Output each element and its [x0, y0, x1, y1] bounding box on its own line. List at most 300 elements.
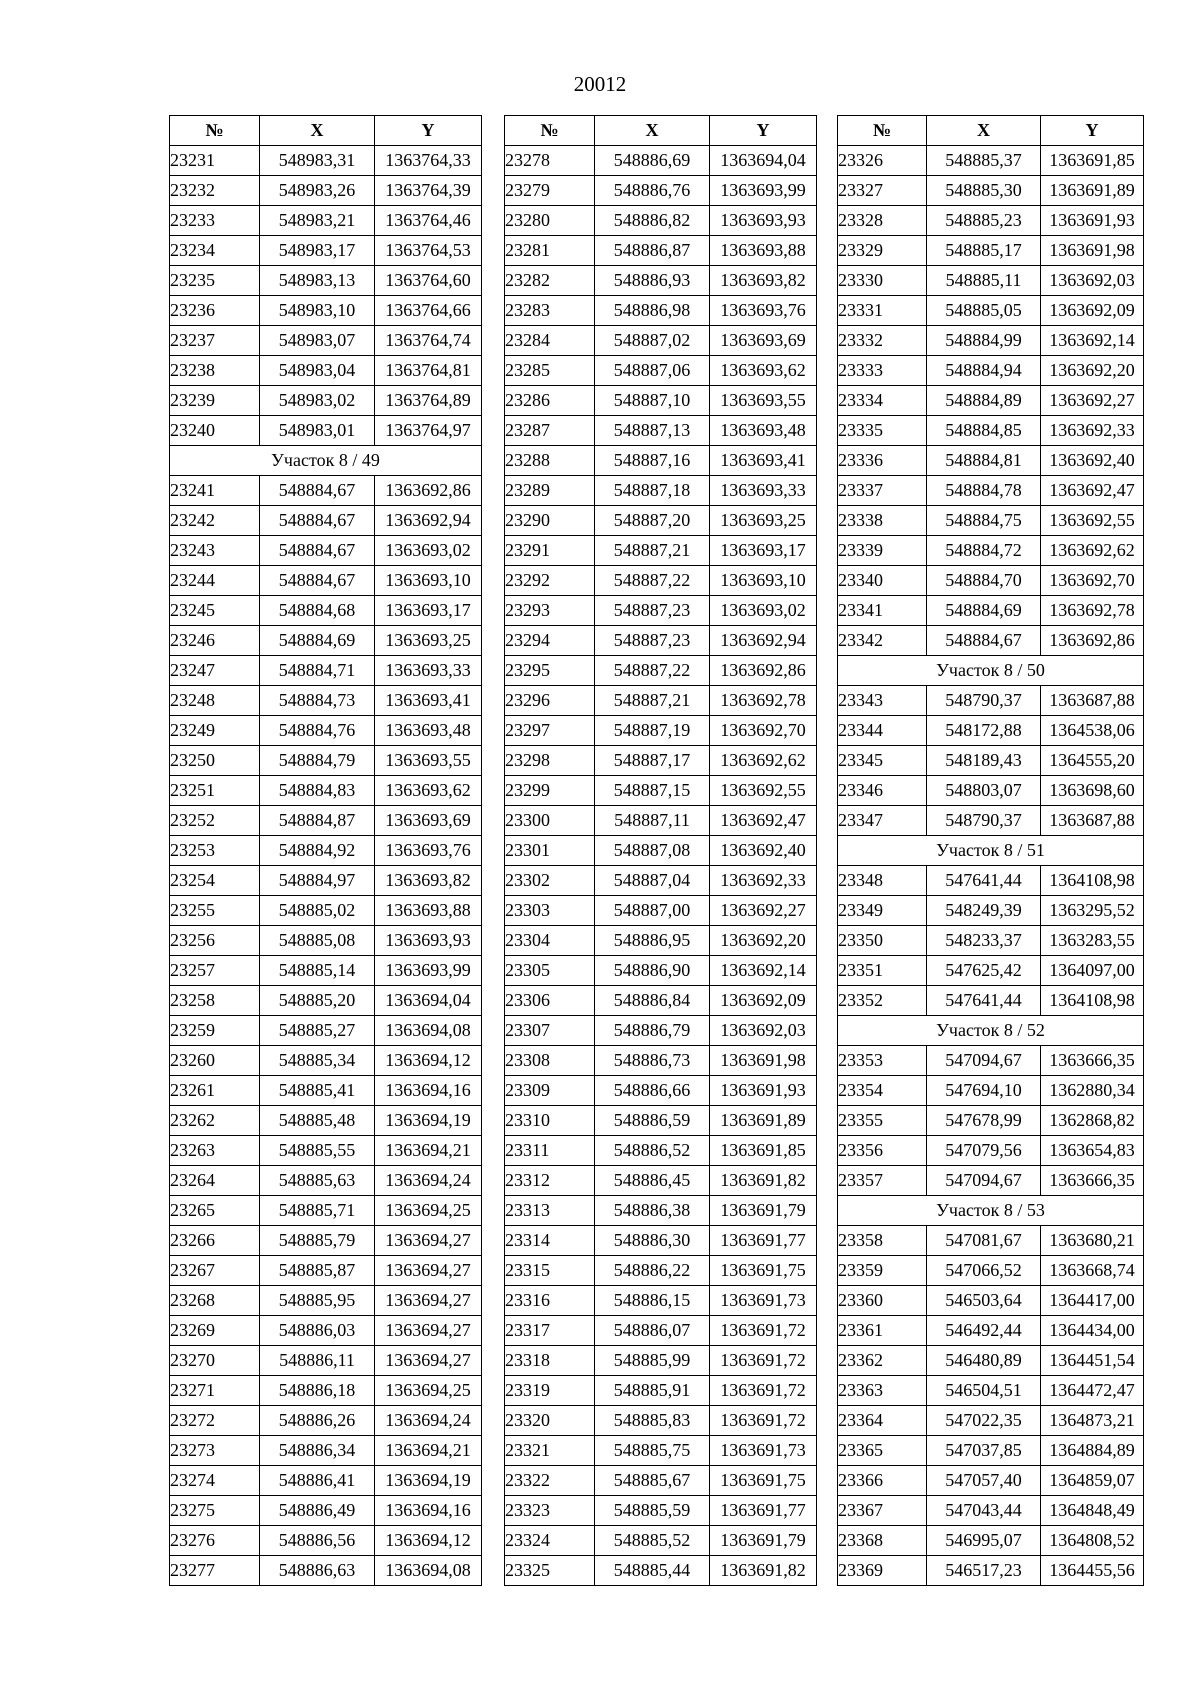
x-coordinate-cell: 548189,43 [927, 746, 1041, 776]
y-coordinate-cell: 1363693,17 [710, 536, 817, 566]
table-row [505, 1496, 817, 1526]
x-coordinate-cell: 548887,15 [595, 776, 710, 806]
y-coordinate-cell: 1363694,08 [375, 1556, 482, 1586]
y-coordinate-cell: 1363692,94 [710, 626, 817, 656]
x-coordinate-cell: 548886,18 [260, 1376, 375, 1406]
x-coordinate-cell: 548884,92 [260, 836, 375, 866]
y-coordinate-cell: 1363691,75 [710, 1466, 817, 1496]
point-number-cell: 23334 [838, 386, 927, 416]
table-row [505, 656, 817, 686]
point-number-cell: 23259 [170, 1016, 260, 1046]
table-row [505, 596, 817, 626]
point-number-cell: 23279 [505, 176, 595, 206]
table-row [505, 1166, 817, 1196]
y-coordinate-cell: 1363764,89 [375, 386, 482, 416]
table-row [505, 746, 817, 776]
table-row [505, 1076, 817, 1106]
y-coordinate-cell: 1364873,21 [1041, 1406, 1144, 1436]
header-x: X [927, 116, 1041, 146]
point-number-cell: 23308 [505, 1046, 595, 1076]
y-coordinate-cell: 1363693,82 [710, 266, 817, 296]
table-row [170, 1436, 482, 1466]
x-coordinate-cell: 548886,63 [260, 1556, 375, 1586]
point-number-cell: 23366 [838, 1466, 927, 1496]
table-row [838, 1406, 1144, 1436]
x-coordinate-cell: 548790,37 [927, 806, 1041, 836]
table-row [170, 926, 482, 956]
table-row [505, 356, 817, 386]
point-number-cell: 23322 [505, 1466, 595, 1496]
x-coordinate-cell: 548885,87 [260, 1256, 375, 1286]
y-coordinate-cell: 1363764,39 [375, 176, 482, 206]
x-coordinate-cell: 548885,67 [595, 1466, 710, 1496]
section-title: Участок 8 / 53 [838, 1196, 1144, 1226]
point-number-cell: 23261 [170, 1076, 260, 1106]
point-number-cell: 23349 [838, 896, 927, 926]
point-number-cell: 23368 [838, 1526, 927, 1556]
point-number-cell: 23337 [838, 476, 927, 506]
x-coordinate-cell: 548885,83 [595, 1406, 710, 1436]
x-coordinate-cell: 548886,84 [595, 986, 710, 1016]
x-coordinate-cell: 548885,23 [927, 206, 1041, 236]
point-number-cell: 23282 [505, 266, 595, 296]
section-row [838, 1016, 1144, 1046]
table-row [170, 686, 482, 716]
point-number-cell: 23280 [505, 206, 595, 236]
table-row [505, 386, 817, 416]
y-coordinate-cell: 1363693,41 [375, 686, 482, 716]
y-coordinate-cell: 1363692,86 [1041, 626, 1144, 656]
table-row [838, 1496, 1144, 1526]
point-number-cell: 23360 [838, 1286, 927, 1316]
x-coordinate-cell: 548886,90 [595, 956, 710, 986]
table-row [505, 146, 817, 176]
y-coordinate-cell: 1363694,12 [375, 1046, 482, 1076]
table-row [505, 776, 817, 806]
y-coordinate-cell: 1364538,06 [1041, 716, 1144, 746]
y-coordinate-cell: 1363693,41 [710, 446, 817, 476]
section-title: Участок 8 / 50 [838, 656, 1144, 686]
table-row [170, 1106, 482, 1136]
x-coordinate-cell: 548886,66 [595, 1076, 710, 1106]
point-number-cell: 23252 [170, 806, 260, 836]
point-number-cell: 23321 [505, 1436, 595, 1466]
x-coordinate-cell: 548886,38 [595, 1196, 710, 1226]
point-number-cell: 23276 [170, 1526, 260, 1556]
table-row [170, 1196, 482, 1226]
point-number-cell: 23306 [505, 986, 595, 1016]
header-x: X [595, 116, 710, 146]
point-number-cell: 23281 [505, 236, 595, 266]
x-coordinate-cell: 548886,76 [595, 176, 710, 206]
point-number-cell: 23246 [170, 626, 260, 656]
y-coordinate-cell: 1363692,55 [710, 776, 817, 806]
x-coordinate-cell: 548885,52 [595, 1526, 710, 1556]
y-coordinate-cell: 1363692,27 [1041, 386, 1144, 416]
point-number-cell: 23236 [170, 296, 260, 326]
x-coordinate-cell: 548885,41 [260, 1076, 375, 1106]
point-number-cell: 23293 [505, 596, 595, 626]
x-coordinate-cell: 548884,71 [260, 656, 375, 686]
table-row [505, 1526, 817, 1556]
x-coordinate-cell: 548886,26 [260, 1406, 375, 1436]
table-row [505, 986, 817, 1016]
y-coordinate-cell: 1363691,72 [710, 1316, 817, 1346]
y-coordinate-cell: 1363693,25 [375, 626, 482, 656]
table-row [505, 206, 817, 236]
point-number-cell: 23303 [505, 896, 595, 926]
point-number-cell: 23254 [170, 866, 260, 896]
point-number-cell: 23286 [505, 386, 595, 416]
point-number-cell: 23314 [505, 1226, 595, 1256]
x-coordinate-cell: 548887,02 [595, 326, 710, 356]
point-number-cell: 23294 [505, 626, 595, 656]
header-number: № [170, 116, 260, 146]
x-coordinate-cell: 548884,89 [927, 386, 1041, 416]
y-coordinate-cell: 1363693,48 [710, 416, 817, 446]
table-row [838, 1286, 1144, 1316]
x-coordinate-cell: 547694,10 [927, 1076, 1041, 1106]
y-coordinate-cell: 1363694,19 [375, 1466, 482, 1496]
x-coordinate-cell: 548884,67 [260, 506, 375, 536]
table-row [505, 1376, 817, 1406]
y-coordinate-cell: 1363692,14 [1041, 326, 1144, 356]
point-number-cell: 23237 [170, 326, 260, 356]
table-row [838, 1376, 1144, 1406]
point-number-cell: 23309 [505, 1076, 595, 1106]
table-row [838, 356, 1144, 386]
y-coordinate-cell: 1363694,25 [375, 1376, 482, 1406]
point-number-cell: 23354 [838, 1076, 927, 1106]
point-number-cell: 23260 [170, 1046, 260, 1076]
y-coordinate-cell: 1363692,70 [710, 716, 817, 746]
point-number-cell: 23304 [505, 926, 595, 956]
coordinate-tables [169, 115, 1143, 1581]
point-number-cell: 23287 [505, 416, 595, 446]
y-coordinate-cell: 1363693,33 [710, 476, 817, 506]
y-coordinate-cell: 1363691,72 [710, 1376, 817, 1406]
table-row [838, 776, 1144, 806]
table-row [838, 716, 1144, 746]
point-number-cell: 23235 [170, 266, 260, 296]
point-number-cell: 23348 [838, 866, 927, 896]
y-coordinate-cell: 1363693,76 [375, 836, 482, 866]
table-row [170, 296, 482, 326]
table-row [505, 926, 817, 956]
point-number-cell: 23274 [170, 1466, 260, 1496]
point-number-cell: 23244 [170, 566, 260, 596]
coordinate-table-2 [504, 115, 817, 1586]
x-coordinate-cell: 548887,10 [595, 386, 710, 416]
point-number-cell: 23291 [505, 536, 595, 566]
table-row [170, 326, 482, 356]
point-number-cell: 23238 [170, 356, 260, 386]
point-number-cell: 23239 [170, 386, 260, 416]
x-coordinate-cell: 548887,22 [595, 656, 710, 686]
point-number-cell: 23277 [170, 1556, 260, 1586]
x-coordinate-cell: 548886,07 [595, 1316, 710, 1346]
point-number-cell: 23350 [838, 926, 927, 956]
y-coordinate-cell: 1363693,69 [710, 326, 817, 356]
point-number-cell: 23298 [505, 746, 595, 776]
point-number-cell: 23325 [505, 1556, 595, 1586]
x-coordinate-cell: 548887,23 [595, 626, 710, 656]
x-coordinate-cell: 548983,02 [260, 386, 375, 416]
y-coordinate-cell: 1363693,17 [375, 596, 482, 626]
x-coordinate-cell: 548790,37 [927, 686, 1041, 716]
table-row [505, 236, 817, 266]
y-coordinate-cell: 1363694,19 [375, 1106, 482, 1136]
y-coordinate-cell: 1363693,88 [375, 896, 482, 926]
x-coordinate-cell: 548884,78 [927, 476, 1041, 506]
point-number-cell: 23231 [170, 146, 260, 176]
x-coordinate-cell: 546504,51 [927, 1376, 1041, 1406]
point-number-cell: 23275 [170, 1496, 260, 1526]
table-row [170, 536, 482, 566]
table-row [838, 1346, 1144, 1376]
y-coordinate-cell: 1363693,33 [375, 656, 482, 686]
table-row [505, 506, 817, 536]
y-coordinate-cell: 1364859,07 [1041, 1466, 1144, 1496]
point-number-cell: 23301 [505, 836, 595, 866]
x-coordinate-cell: 546503,64 [927, 1286, 1041, 1316]
point-number-cell: 23319 [505, 1376, 595, 1406]
point-number-cell: 23358 [838, 1226, 927, 1256]
x-coordinate-cell: 548885,99 [595, 1346, 710, 1376]
x-coordinate-cell: 547678,99 [927, 1106, 1041, 1136]
y-coordinate-cell: 1363692,14 [710, 956, 817, 986]
table-row [170, 836, 482, 866]
table-row [170, 206, 482, 236]
table-row [838, 1316, 1144, 1346]
table-row [838, 686, 1144, 716]
table-row [170, 506, 482, 536]
table-row [838, 806, 1144, 836]
point-number-cell: 23357 [838, 1166, 927, 1196]
y-coordinate-cell: 1363764,66 [375, 296, 482, 326]
section-row [170, 446, 482, 476]
table-row [838, 1046, 1144, 1076]
y-coordinate-cell: 1363691,75 [710, 1256, 817, 1286]
x-coordinate-cell: 548887,22 [595, 566, 710, 596]
y-coordinate-cell: 1363691,98 [710, 1046, 817, 1076]
table-row [170, 986, 482, 1016]
point-number-cell: 23323 [505, 1496, 595, 1526]
y-coordinate-cell: 1363694,21 [375, 1436, 482, 1466]
x-coordinate-cell: 548887,06 [595, 356, 710, 386]
x-coordinate-cell: 548983,31 [260, 146, 375, 176]
table-header-row [505, 116, 817, 146]
point-number-cell: 23335 [838, 416, 927, 446]
table-row [505, 956, 817, 986]
point-number-cell: 23367 [838, 1496, 927, 1526]
table-row [838, 926, 1144, 956]
x-coordinate-cell: 548983,13 [260, 266, 375, 296]
table-row [838, 596, 1144, 626]
table-row [838, 506, 1144, 536]
table-row [838, 236, 1144, 266]
y-coordinate-cell: 1363694,25 [375, 1196, 482, 1226]
x-coordinate-cell: 548884,81 [927, 446, 1041, 476]
point-number-cell: 23363 [838, 1376, 927, 1406]
point-number-cell: 23264 [170, 1166, 260, 1196]
x-coordinate-cell: 548886,93 [595, 266, 710, 296]
table-row [170, 1346, 482, 1376]
table-row [505, 1196, 817, 1226]
point-number-cell: 23234 [170, 236, 260, 266]
x-coordinate-cell: 547641,44 [927, 986, 1041, 1016]
point-number-cell: 23292 [505, 566, 595, 596]
table-row [838, 536, 1144, 566]
point-number-cell: 23359 [838, 1256, 927, 1286]
y-coordinate-cell: 1363692,40 [710, 836, 817, 866]
y-coordinate-cell: 1363692,20 [1041, 356, 1144, 386]
x-coordinate-cell: 547094,67 [927, 1166, 1041, 1196]
table-row [170, 1406, 482, 1436]
table-row [838, 326, 1144, 356]
x-coordinate-cell: 548884,69 [927, 596, 1041, 626]
x-coordinate-cell: 548885,55 [260, 1136, 375, 1166]
y-coordinate-cell: 1363668,74 [1041, 1256, 1144, 1286]
table-row [838, 176, 1144, 206]
point-number-cell: 23329 [838, 236, 927, 266]
y-coordinate-cell: 1364108,98 [1041, 866, 1144, 896]
point-number-cell: 23258 [170, 986, 260, 1016]
table-row [505, 1316, 817, 1346]
point-number-cell: 23332 [838, 326, 927, 356]
table-row [170, 626, 482, 656]
y-coordinate-cell: 1363692,09 [1041, 296, 1144, 326]
table-row [505, 896, 817, 926]
point-number-cell: 23336 [838, 446, 927, 476]
y-coordinate-cell: 1363694,16 [375, 1496, 482, 1526]
y-coordinate-cell: 1363692,86 [375, 476, 482, 506]
table-header-row [170, 116, 482, 146]
point-number-cell: 23331 [838, 296, 927, 326]
table-row [838, 1466, 1144, 1496]
point-number-cell: 23251 [170, 776, 260, 806]
x-coordinate-cell: 548884,76 [260, 716, 375, 746]
y-coordinate-cell: 1363694,12 [375, 1526, 482, 1556]
point-number-cell: 23257 [170, 956, 260, 986]
y-coordinate-cell: 1363692,55 [1041, 506, 1144, 536]
y-coordinate-cell: 1364417,00 [1041, 1286, 1144, 1316]
x-coordinate-cell: 548884,70 [927, 566, 1041, 596]
y-coordinate-cell: 1363691,85 [1041, 146, 1144, 176]
x-coordinate-cell: 548884,69 [260, 626, 375, 656]
point-number-cell: 23241 [170, 476, 260, 506]
y-coordinate-cell: 1363691,72 [710, 1346, 817, 1376]
header-number: № [505, 116, 595, 146]
y-coordinate-cell: 1363693,02 [375, 536, 482, 566]
x-coordinate-cell: 548884,67 [260, 566, 375, 596]
y-coordinate-cell: 1363692,33 [710, 866, 817, 896]
y-coordinate-cell: 1363694,27 [375, 1256, 482, 1286]
point-number-cell: 23365 [838, 1436, 927, 1466]
x-coordinate-cell: 547094,67 [927, 1046, 1041, 1076]
y-coordinate-cell: 1363666,35 [1041, 1046, 1144, 1076]
point-number-cell: 23333 [838, 356, 927, 386]
point-number-cell: 23310 [505, 1106, 595, 1136]
table-row [838, 416, 1144, 446]
x-coordinate-cell: 548885,05 [927, 296, 1041, 326]
point-number-cell: 23263 [170, 1136, 260, 1166]
point-number-cell: 23302 [505, 866, 595, 896]
y-coordinate-cell: 1363691,72 [710, 1406, 817, 1436]
table-row [838, 896, 1144, 926]
y-coordinate-cell: 1363692,78 [710, 686, 817, 716]
y-coordinate-cell: 1364108,98 [1041, 986, 1144, 1016]
y-coordinate-cell: 1363692,62 [1041, 536, 1144, 566]
point-number-cell: 23296 [505, 686, 595, 716]
point-number-cell: 23318 [505, 1346, 595, 1376]
x-coordinate-cell: 548884,68 [260, 596, 375, 626]
point-number-cell: 23327 [838, 176, 927, 206]
x-coordinate-cell: 548886,79 [595, 1016, 710, 1046]
table-header-row [838, 116, 1144, 146]
coordinate-table-1 [169, 115, 482, 1586]
table-row [838, 566, 1144, 596]
x-coordinate-cell: 546480,89 [927, 1346, 1041, 1376]
x-coordinate-cell: 548887,16 [595, 446, 710, 476]
table-row [170, 1286, 482, 1316]
table-row [505, 1346, 817, 1376]
point-number-cell: 23305 [505, 956, 595, 986]
y-coordinate-cell: 1363692,78 [1041, 596, 1144, 626]
x-coordinate-cell: 547079,56 [927, 1136, 1041, 1166]
x-coordinate-cell: 548886,95 [595, 926, 710, 956]
point-number-cell: 23340 [838, 566, 927, 596]
table-row [170, 236, 482, 266]
table-row [505, 1556, 817, 1586]
point-number-cell: 23272 [170, 1406, 260, 1436]
point-number-cell: 23270 [170, 1346, 260, 1376]
x-coordinate-cell: 548886,45 [595, 1166, 710, 1196]
x-coordinate-cell: 548887,04 [595, 866, 710, 896]
table-row [170, 746, 482, 776]
point-number-cell: 23278 [505, 146, 595, 176]
point-number-cell: 23307 [505, 1016, 595, 1046]
y-coordinate-cell: 1363694,27 [375, 1346, 482, 1376]
table-row [170, 1226, 482, 1256]
table-row [505, 1226, 817, 1256]
point-number-cell: 23266 [170, 1226, 260, 1256]
y-coordinate-cell: 1363694,24 [375, 1406, 482, 1436]
point-number-cell: 23295 [505, 656, 595, 686]
y-coordinate-cell: 1363295,52 [1041, 896, 1144, 926]
x-coordinate-cell: 548983,17 [260, 236, 375, 266]
section-row [838, 836, 1144, 866]
y-coordinate-cell: 1363693,99 [710, 176, 817, 206]
table-row [838, 1136, 1144, 1166]
point-number-cell: 23312 [505, 1166, 595, 1196]
y-coordinate-cell: 1363694,21 [375, 1136, 482, 1166]
point-number-cell: 23344 [838, 716, 927, 746]
x-coordinate-cell: 548172,88 [927, 716, 1041, 746]
x-coordinate-cell: 548886,03 [260, 1316, 375, 1346]
y-coordinate-cell: 1363764,46 [375, 206, 482, 236]
y-coordinate-cell: 1364555,20 [1041, 746, 1144, 776]
section-title: Участок 8 / 51 [838, 836, 1144, 866]
coordinate-table-3 [837, 115, 1144, 1586]
header-y: Y [375, 116, 482, 146]
table-row [838, 296, 1144, 326]
table-row [838, 1436, 1144, 1466]
x-coordinate-cell: 548249,39 [927, 896, 1041, 926]
x-coordinate-cell: 548885,11 [927, 266, 1041, 296]
x-coordinate-cell: 548884,67 [260, 476, 375, 506]
y-coordinate-cell: 1363692,47 [1041, 476, 1144, 506]
